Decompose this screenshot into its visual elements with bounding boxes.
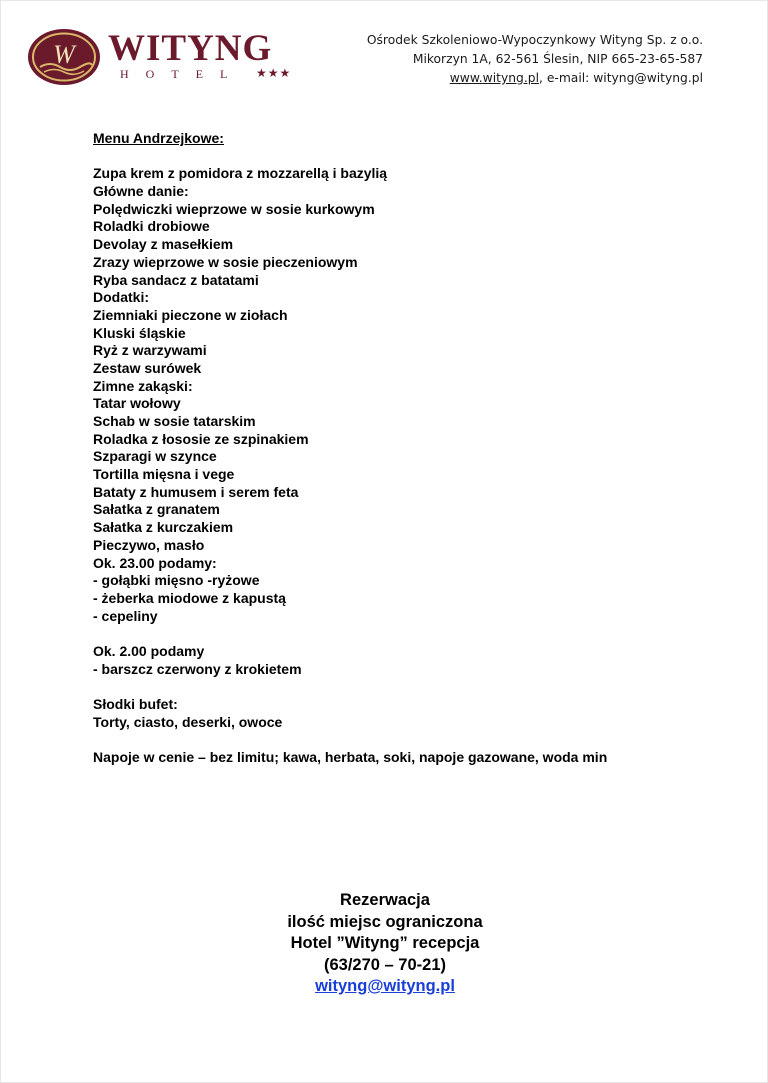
reservation-title: Rezerwacja: [340, 891, 430, 909]
drinks-info: Napoje w cenie – bez limitu; kawa, herbata, soki, napoje gazowane, woda min: [93, 749, 608, 766]
menu-item: Tatar wołowy: [93, 395, 181, 412]
reservation-phone: (63/270 – 70-21): [323, 955, 446, 974]
menu-item: Ryba sandacz z batatami: [93, 271, 259, 288]
menu-item: Kluski śląskie: [93, 324, 186, 341]
menu-item: - żeberka miodowe z kapustą: [93, 589, 286, 606]
menu-item: - gołąbki mięsno -ryżowe: [93, 572, 260, 589]
hotel-subtitle: HOTEL: [120, 67, 245, 81]
reservation-reception: Hotel ”Wityng” recepcja: [290, 934, 480, 952]
website-link[interactable]: www.wityng.pl: [449, 71, 539, 85]
logo-monogram: W: [53, 40, 75, 69]
menu-item: Schab w sosie tatarskim: [93, 413, 256, 429]
menu-item: Roladka z łososie ze szpinakiem: [93, 430, 309, 447]
menu-item: Ryż z warzywami: [93, 342, 207, 359]
menu-item: Pieczywo, masło: [93, 536, 205, 553]
hotel-stars: ★★★: [256, 66, 292, 80]
menu-item: Bataty z humusem i serem feta: [93, 483, 299, 500]
reservation-block: [1, 890, 768, 998]
menu-item: Tortilla mięsna i vege: [93, 466, 235, 483]
menu-content: [93, 130, 607, 767]
menu-soup: Zupa krem z pomidora z mozzarellą i bazylią: [93, 165, 388, 182]
company-info: [367, 31, 703, 88]
company-email: , e-mail: wityng@wityng.pl: [539, 71, 703, 85]
dessert-header: Słodki bufet:: [93, 696, 178, 712]
cold-appetizers-header: Zimne zakąski:: [93, 377, 193, 394]
hotel-name: WITYNG: [108, 28, 273, 69]
menu-item: Ziemniaki pieczone w ziołach: [93, 306, 288, 323]
dessert-items: Torty, ciasto, deserki, owoce: [93, 713, 283, 730]
menu-title: Menu Andrzejkowe:: [93, 130, 224, 146]
menu-item: Zestaw surówek: [93, 359, 202, 376]
main-course-header: Główne danie:: [93, 183, 189, 200]
company-name: Ośrodek Szkoleniowo-Wypoczynkowy Wityng Sp. z o.o.: [366, 33, 703, 47]
menu-item: - barszcz czerwony z krokietem: [93, 660, 302, 677]
company-address: Mikorzyn 1A, 62-561 Ślesin, NIP 665-23-65-587: [412, 52, 703, 66]
menu-item: Roladki drobiowe: [93, 218, 210, 235]
logo-emblem-icon: [26, 27, 102, 87]
menu-item: Devolay z masełkiem: [93, 236, 234, 253]
reservation-email-link[interactable]: wityng@wityng.pl: [315, 977, 455, 995]
menu-item: Szparagi w szynce: [93, 448, 217, 465]
hotel-logo: [26, 27, 296, 89]
sides-header: Dodatki:: [93, 289, 149, 306]
menu-item: Sałatka z kurczakiem: [93, 519, 234, 536]
company-contact: [367, 69, 703, 88]
menu-item: Sałatka z granatem: [93, 501, 220, 518]
menu-item: Polędwiczki wieprzowe w sosie kurkowym: [93, 200, 375, 217]
menu-item: Zrazy wieprzowe w sosie pieczeniowym: [93, 253, 358, 270]
night-serving-header: Ok. 2.00 podamy: [93, 642, 205, 659]
menu-item: - cepeliny: [93, 607, 158, 624]
reservation-limited: ilość miejsc ograniczona: [287, 912, 483, 931]
late-serving-header: Ok. 23.00 podamy:: [93, 554, 217, 571]
